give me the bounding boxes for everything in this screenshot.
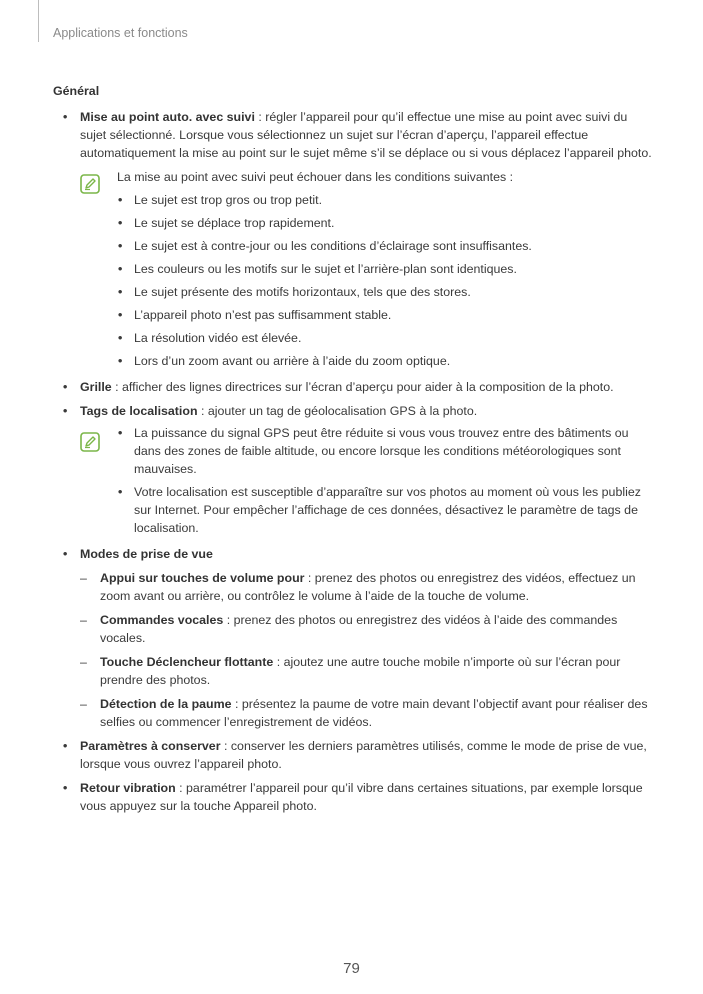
list-item-tags	[53, 402, 653, 420]
item-term: Tags de localisation	[80, 404, 198, 418]
item-desc: : prenez des photos ou enregistrez des vidéos, effectuez un zoom avant ou arrière, ou contrôlez le volume à l’aide de la touche de volume.	[100, 571, 636, 603]
item-term: Détection de la paume	[100, 697, 232, 711]
list-item: • Les couleurs ou les motifs sur le sujet et l’arrière-plan sont identiques.	[117, 260, 653, 278]
item-desc: : régler l’appareil pour qu’il effectue une mise au point avec suivi du sujet sélectionné. Lorsque vous sélectionnez un sujet sur l’écran d’aperçu, l’appareil effectue automatiquement la mise au point sur le sujet même s’il se déplace ou si vous déplacez l’appareil photo.	[80, 110, 652, 160]
note-intro: La mise au point avec suivi peut échouer dans les conditions suivantes :	[117, 170, 514, 184]
section-title: Général	[53, 84, 100, 98]
dash-item	[80, 695, 653, 731]
item-desc: : afficher des lignes directrices sur l’écran d’aperçu pour aider à la composition de la photo.	[111, 380, 614, 394]
note-pencil-icon	[80, 174, 100, 194]
note-block	[53, 424, 653, 537]
list-item-vibration	[53, 779, 653, 815]
list-item: • Le sujet présente des motifs horizontaux, tels que des stores.	[117, 283, 653, 301]
item-desc: : ajoutez une autre touche mobile n’importe où sur l’écran pour prendre des photos.	[100, 655, 621, 687]
header-rule	[38, 0, 39, 42]
note-pencil-icon	[80, 432, 100, 452]
list-item-modes	[53, 545, 653, 731]
item-term: Paramètres à conserver	[80, 739, 221, 753]
dash-item	[80, 653, 653, 689]
note-block	[53, 168, 653, 370]
item-desc: : prenez des photos ou enregistrez des vidéos à l’aide des commandes vocales.	[100, 613, 618, 645]
item-term: Touche Déclencheur flottante	[100, 655, 274, 669]
item-desc: : présentez la paume de votre main devant l’objectif avant pour réaliser des selfies ou commencer l’enregistrement de vidéos.	[100, 697, 648, 729]
list-item-mise-au-point	[53, 108, 653, 162]
page-header: Applications et fonctions	[53, 26, 188, 40]
list-item: • La résolution vidéo est élevée.	[117, 329, 653, 347]
item-term: Modes de prise de vue	[80, 547, 213, 561]
page-content	[53, 82, 653, 821]
item-term: Mise au point auto. avec suivi	[80, 110, 255, 124]
list-item: • L’appareil photo n’est pas suffisamment stable.	[117, 306, 653, 324]
dash-item	[80, 569, 653, 605]
list-item-grille	[53, 378, 653, 396]
item-term: Retour vibration	[80, 781, 176, 795]
page-number: 79	[343, 960, 360, 977]
item-desc: : conserver les derniers paramètres utilisés, comme le mode de prise de vue, lorsque vous ouvrez l’appareil photo.	[80, 739, 647, 771]
list-item: • Le sujet se déplace trop rapidement.	[117, 214, 653, 232]
dash-item	[80, 611, 653, 647]
list-item: • Lors d’un zoom avant ou arrière à l’aide du zoom optique.	[117, 352, 653, 370]
item-term: Grille	[80, 380, 112, 394]
list-item: • Le sujet est trop gros ou trop petit.	[117, 191, 653, 209]
list-item: • Le sujet est à contre-jour ou les conditions d’éclairage sont insuffisantes.	[117, 237, 653, 255]
item-term: Commandes vocales	[100, 613, 224, 627]
list-item-params	[53, 737, 653, 773]
list-item: • Votre localisation est susceptible d’apparaître sur vos photos au moment où vous les publiez sur Internet. Pour empêcher l’affichage de ces données, désactivez le paramètre de tags de localisation.	[117, 483, 653, 537]
item-desc: : paramétrer l’appareil pour qu’il vibre dans certaines situations, par exemple lorsque vous appuyez sur la touche Appareil photo.	[80, 781, 643, 813]
item-term: Appui sur touches de volume pour	[100, 571, 305, 585]
list-item: • La puissance du signal GPS peut être réduite si vous vous trouvez entre des bâtiments ou dans des zones de faible altitude, ou encore lorsque les conditions météorologiques sont mauvaises.	[117, 424, 653, 478]
item-desc: : ajouter un tag de géolocalisation GPS à la photo.	[197, 404, 478, 418]
